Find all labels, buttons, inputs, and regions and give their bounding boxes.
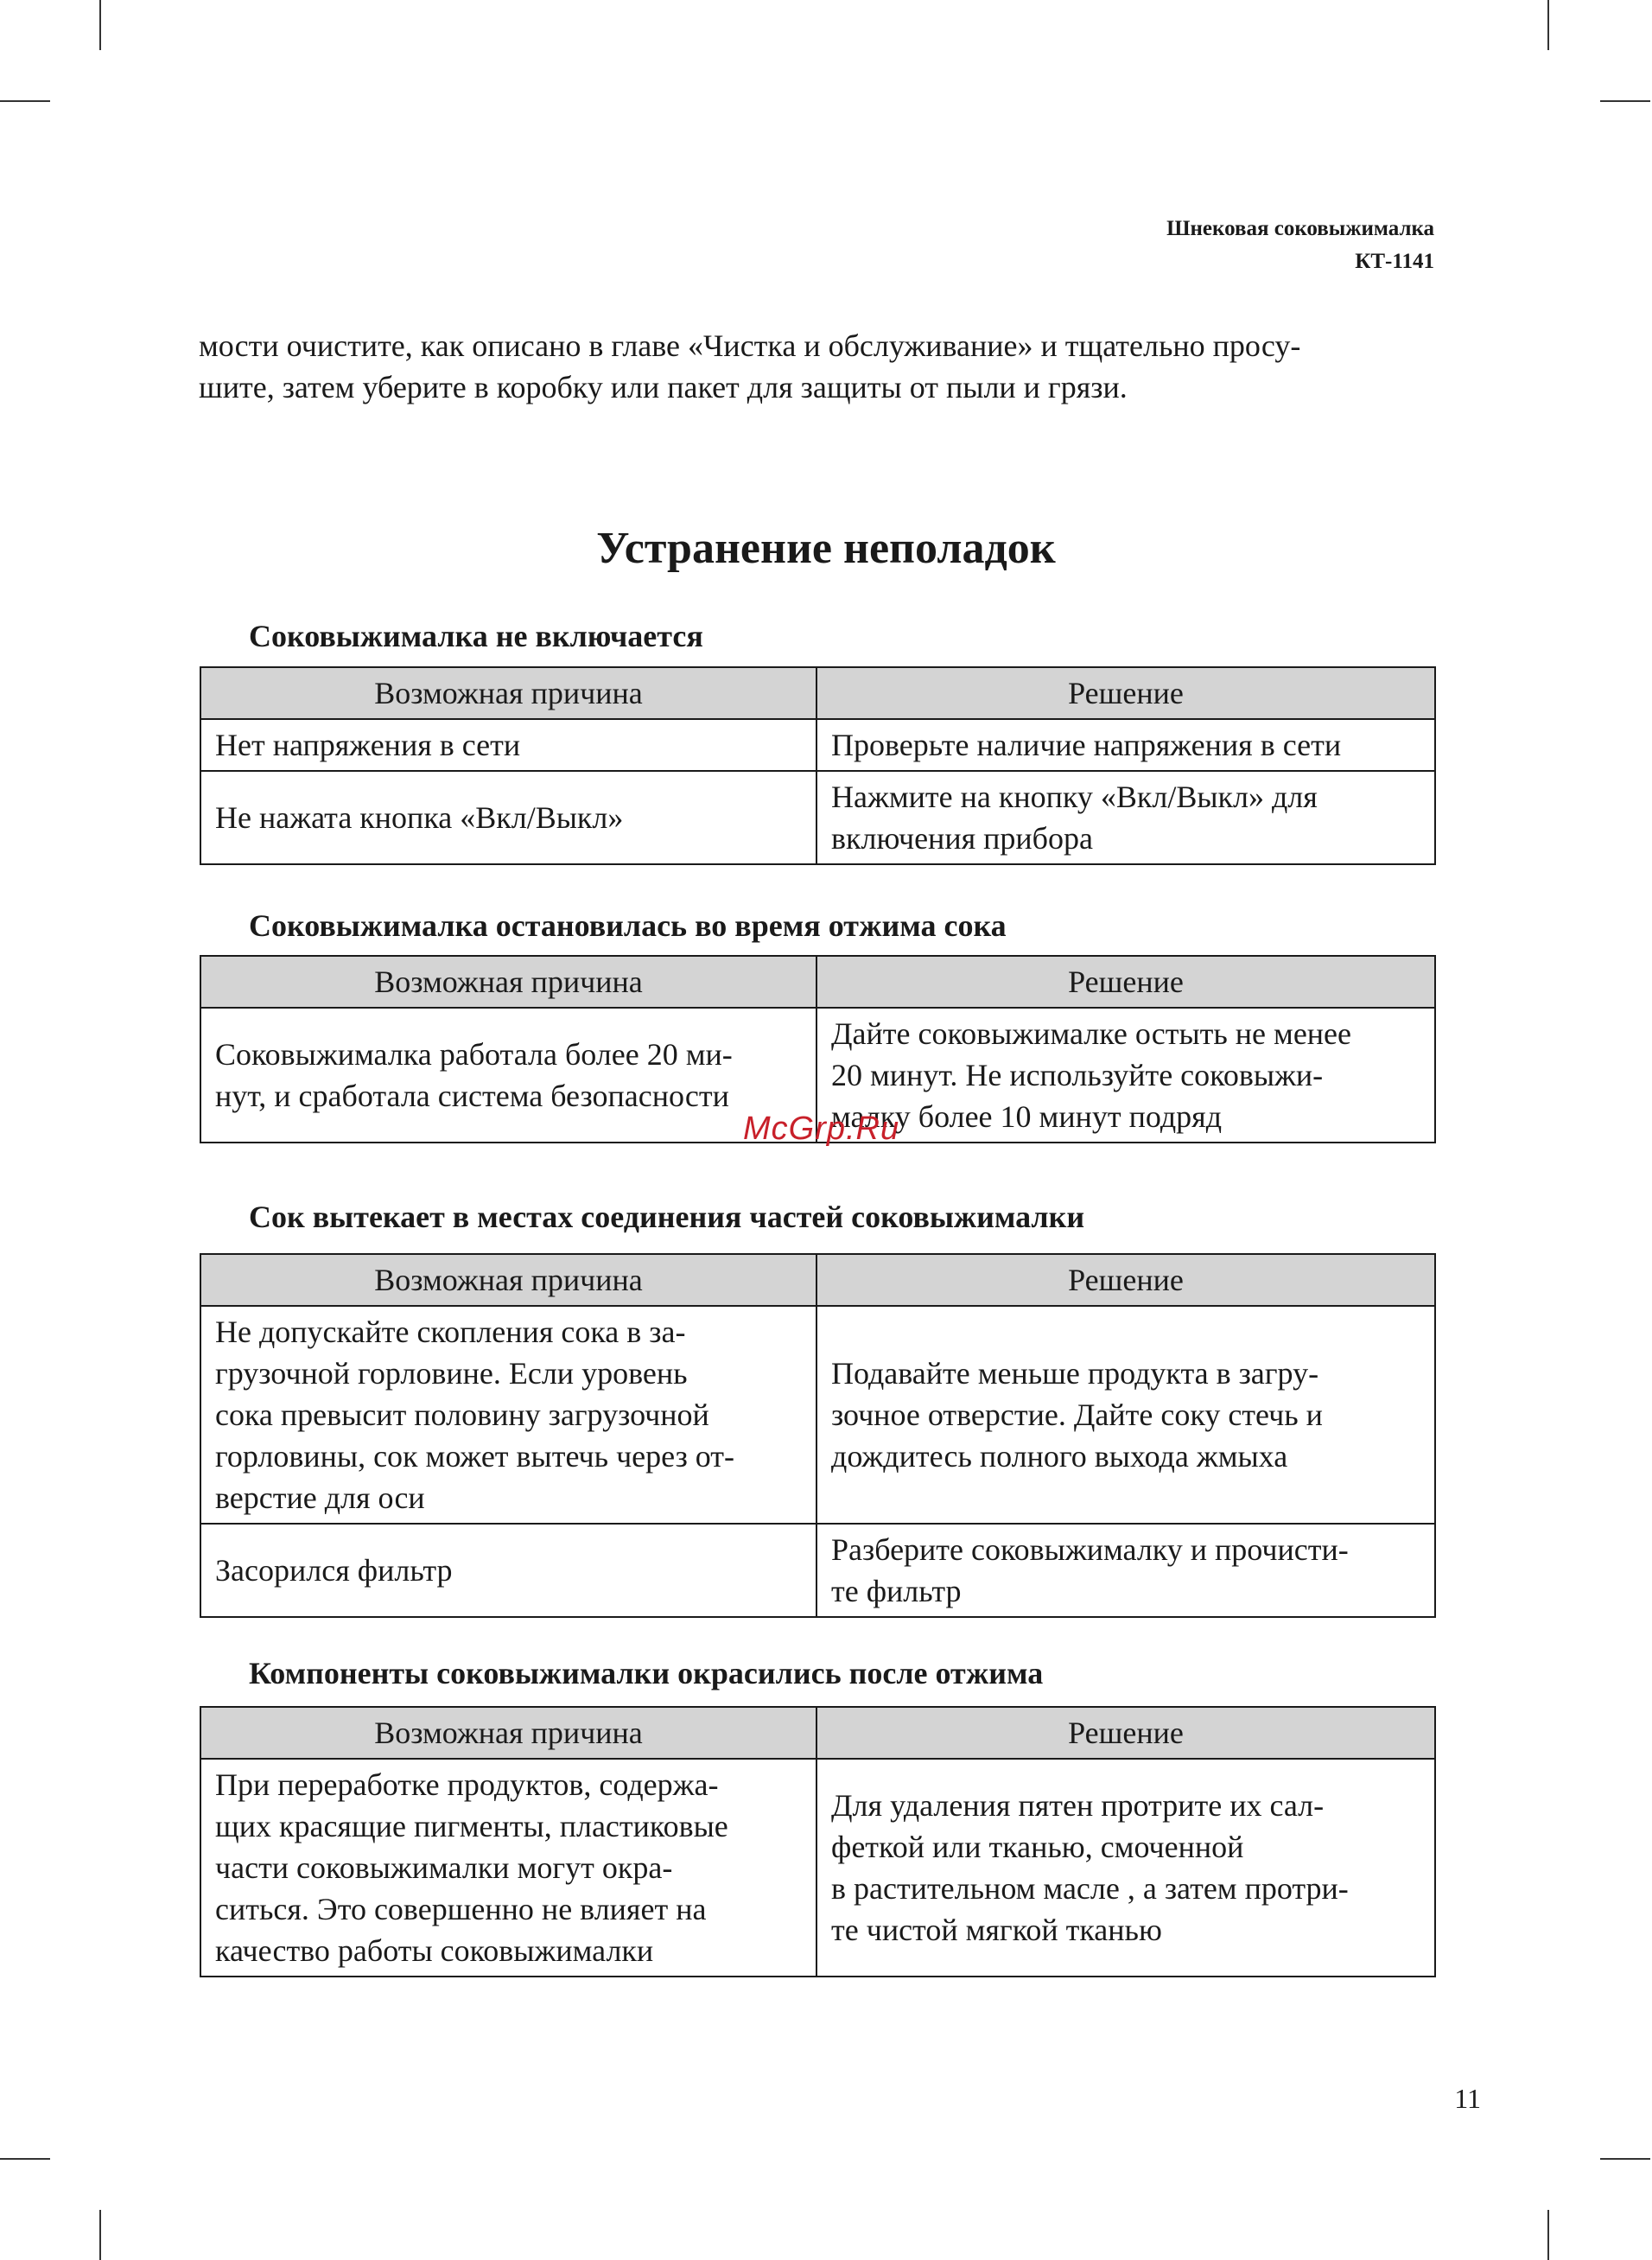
watermark: McGrp.Ru	[743, 1111, 900, 1147]
table-header-row	[200, 1254, 1435, 1306]
solution-cell: Проверьте наличие напряжения в сети	[816, 719, 1435, 771]
problem-title: Соковыжималка остановилась во время отжима сока	[249, 908, 1007, 943]
intro-paragraph	[199, 325, 1434, 408]
table-row	[200, 1524, 1435, 1617]
table-header-row	[200, 1707, 1435, 1759]
solution-cell: Дайте соковыжималке остыть не менее 20 минут. Не используйте соковыжи- малку более 10 минут подряд	[816, 1008, 1435, 1143]
problem-title: Соковыжималка не включается	[249, 619, 703, 653]
page-header	[1166, 213, 1434, 278]
solution-header: Решение	[816, 667, 1435, 719]
troubleshooting-table	[200, 1706, 1436, 1977]
table-header-row	[200, 956, 1435, 1008]
table-row	[200, 771, 1435, 864]
cause-header: Возможная причина	[200, 1707, 816, 1759]
cause-header: Возможная причина	[200, 1254, 816, 1306]
troubleshooting-table	[200, 666, 1436, 865]
cause-cell: Засорился фильтр	[200, 1524, 816, 1617]
solution-header: Решение	[816, 1254, 1435, 1306]
troubleshooting-table	[200, 1253, 1436, 1618]
solution-cell: Подавайте меньше продукта в загру- зочное отверстие. Дайте соку стечь и дождитесь полного выхода жмыха	[816, 1306, 1435, 1524]
page-number: 11	[1454, 2083, 1481, 2114]
solution-cell: Разберите соковыжималку и прочисти- те фильтр	[816, 1524, 1435, 1617]
table-row	[200, 1759, 1435, 1977]
crop-mark	[1600, 2158, 1650, 2160]
cause-header: Возможная причина	[200, 956, 816, 1008]
solution-cell: Нажмите на кнопку «Вкл/Выкл» для включения прибора	[816, 771, 1435, 864]
crop-mark	[99, 0, 101, 50]
cause-cell: При переработке продуктов, содержа- щих красящие пигменты, пластиковые части соковыжималки могут окра- ситься. Это совершенно не влияет на качество работы соковыжималки	[200, 1759, 816, 1977]
problem-title: Компоненты соковыжималки окрасились после отжима	[249, 1656, 1044, 1690]
cause-cell: Не допускайте скопления сока в за- грузочной горловине. Если уровень сока превысит половину загрузочной горловины, сок может вытечь через от- верстие для оси	[200, 1306, 816, 1524]
header-model: КТ-1141	[1355, 250, 1434, 273]
crop-mark	[1600, 100, 1650, 102]
cause-header: Возможная причина	[200, 667, 816, 719]
table-row	[200, 1306, 1435, 1524]
crop-mark	[0, 2158, 50, 2160]
header-product: Шнековая соковыжималка	[1166, 217, 1434, 240]
cause-cell: Не нажата кнопка «Вкл/Выкл»	[200, 771, 816, 864]
crop-mark	[99, 2210, 101, 2260]
crop-mark	[1547, 0, 1549, 50]
table-row	[200, 719, 1435, 771]
solution-cell: Для удаления пятен протрите их сал- феткой или тканью, смоченной в растительном масле , а затем протри- те чистой мягкой тканью	[816, 1759, 1435, 1977]
section-title: Устранение неполадок	[596, 524, 1056, 573]
intro-line: мости очистите, как описано в главе «Чистка и обслуживание» и тщательно просу-	[199, 328, 1301, 363]
table-header-row	[200, 667, 1435, 719]
crop-mark	[1547, 2210, 1549, 2260]
problem-title: Сок вытекает в местах соединения частей соковыжималки	[249, 1200, 1085, 1234]
cause-cell: Нет напряжения в сети	[200, 719, 816, 771]
intro-line: шите, затем уберите в коробку или пакет для защиты от пыли и грязи.	[199, 370, 1128, 404]
solution-header: Решение	[816, 1707, 1435, 1759]
solution-header: Решение	[816, 956, 1435, 1008]
cause-cell: Соковыжималка работала более 20 ми- нут, и сработала система безопасности	[200, 1008, 816, 1143]
crop-mark	[0, 100, 50, 102]
